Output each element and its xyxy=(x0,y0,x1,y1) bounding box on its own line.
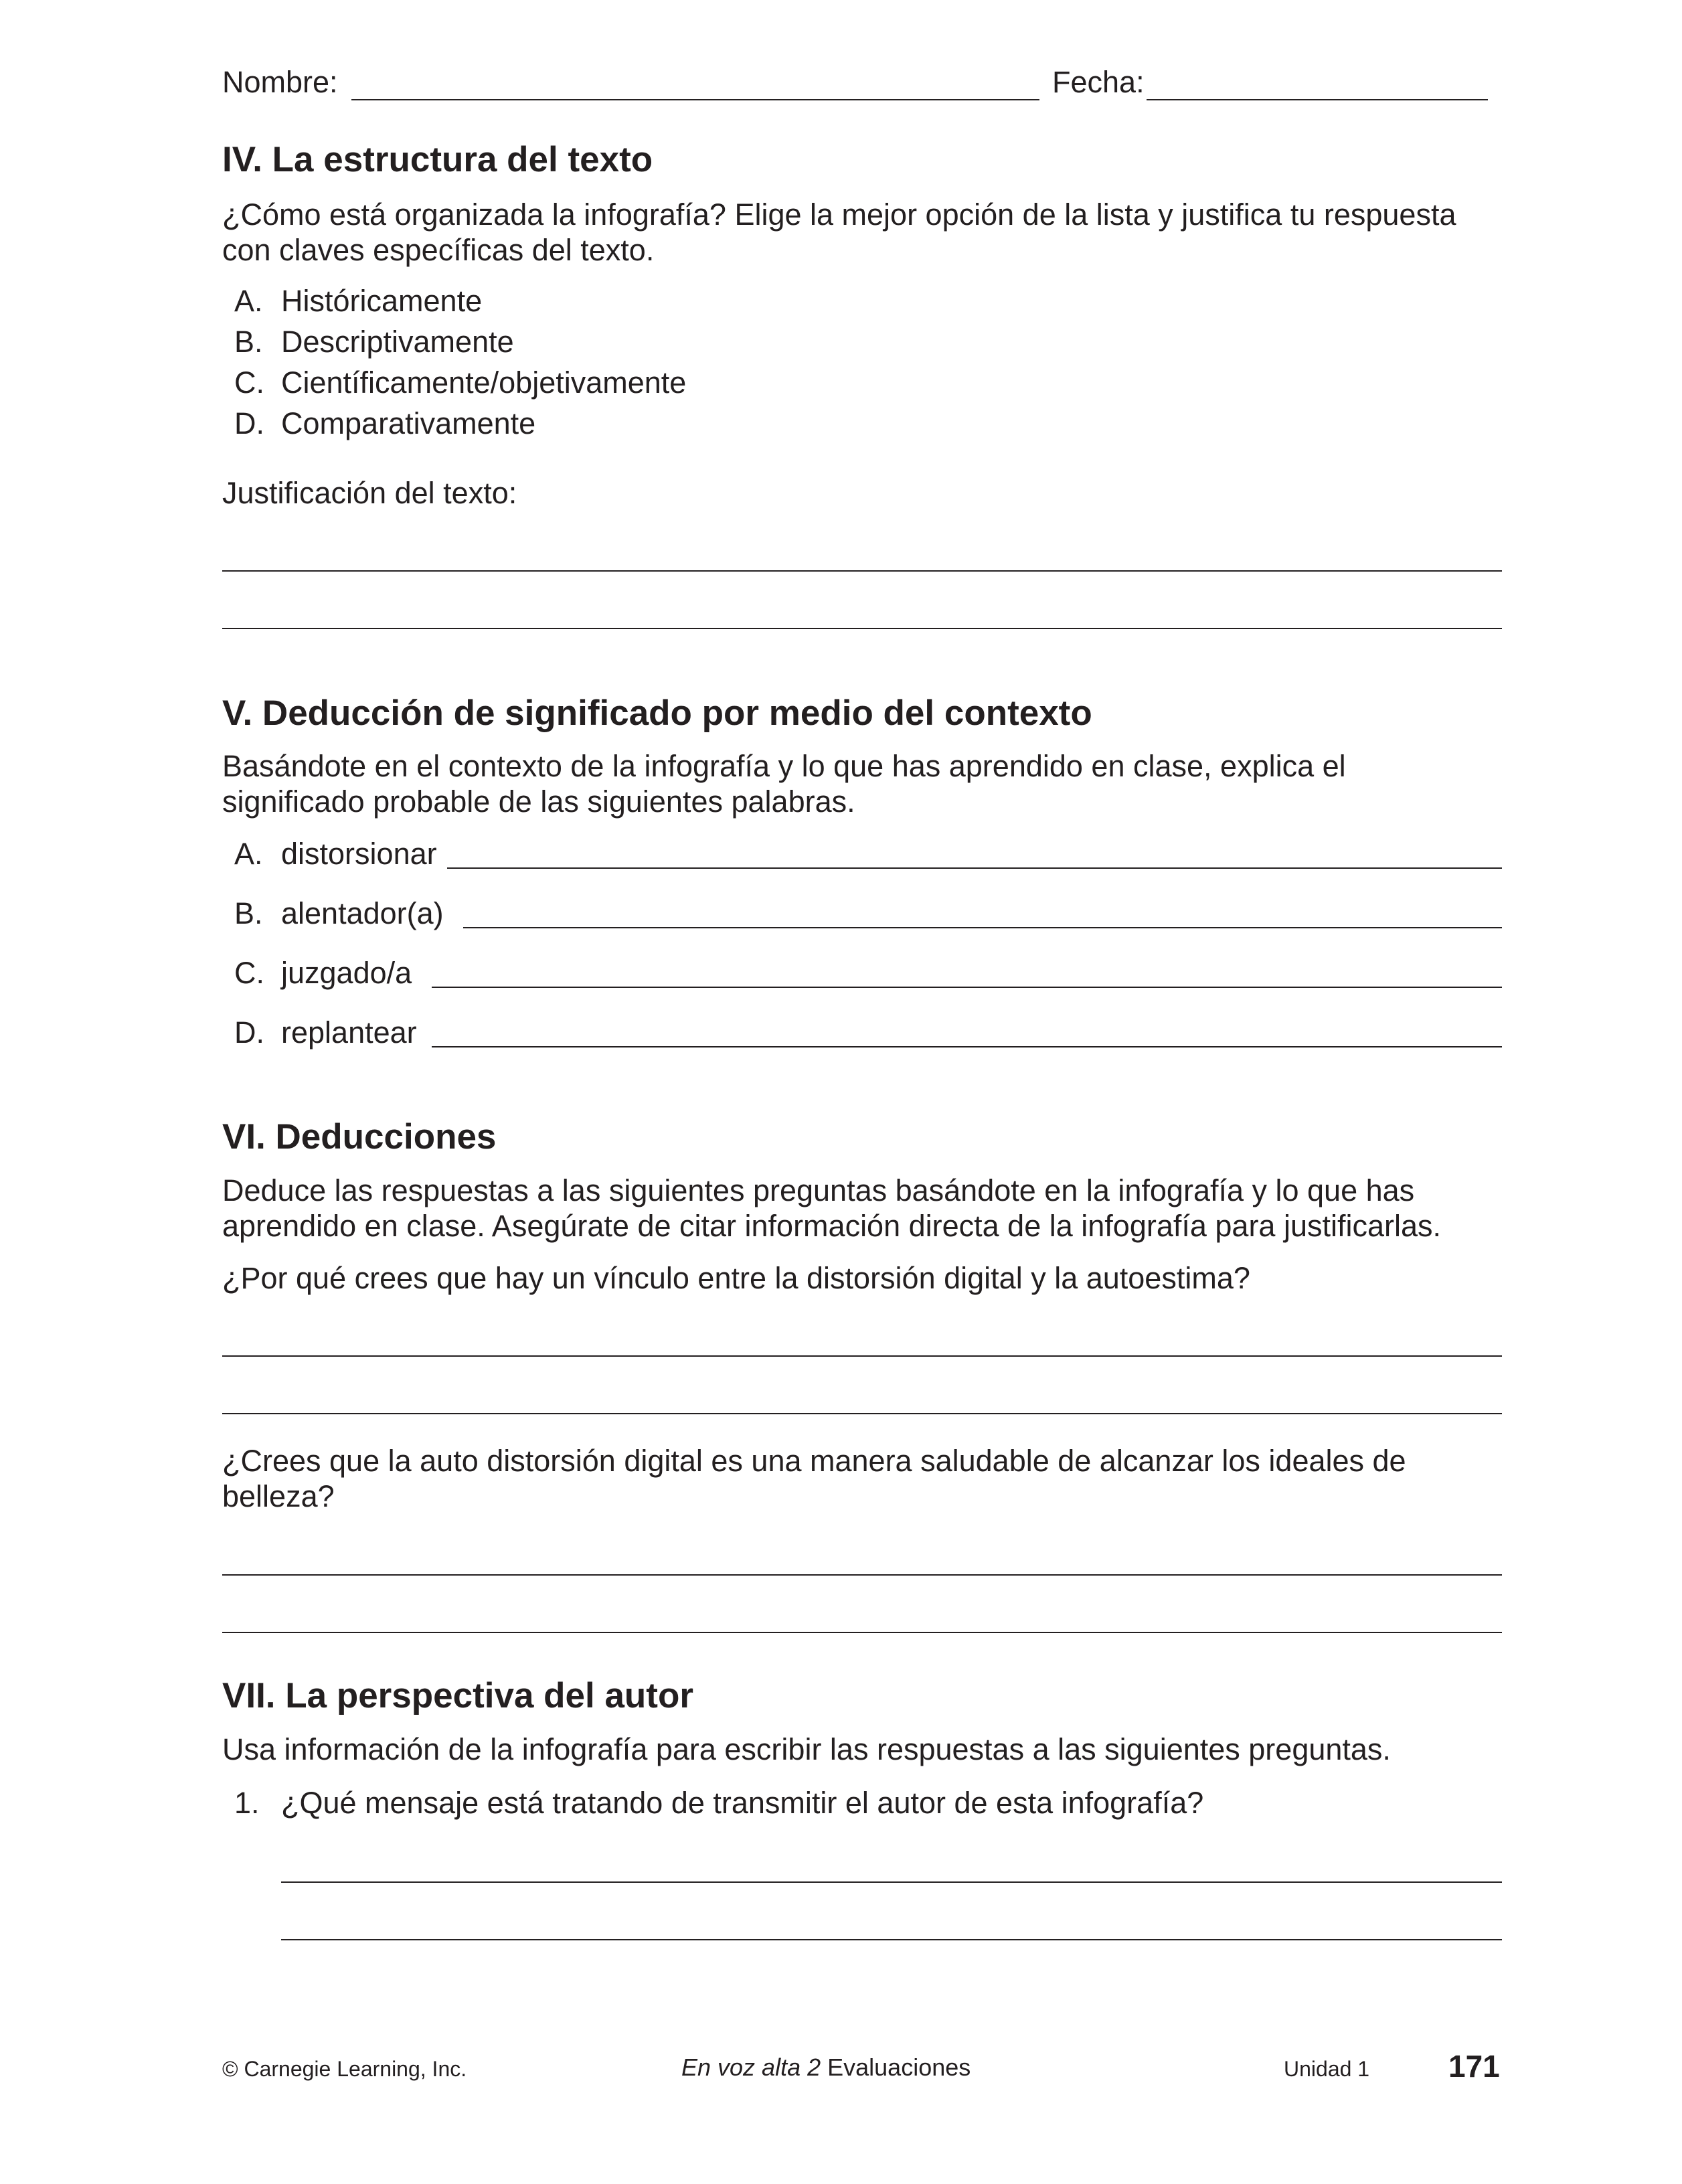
option-b-letter: B. xyxy=(234,325,263,359)
question-1-answer-line-1[interactable] xyxy=(222,1355,1502,1357)
section-6-prompt-line1: Deduce las respuestas a las siguientes preguntas basándote en la infografía y lo que has xyxy=(222,1173,1415,1207)
option-b-text: Descriptivamente xyxy=(281,325,514,359)
question-1-answer-line-2[interactable] xyxy=(222,1413,1502,1414)
date-field-line[interactable] xyxy=(1147,99,1488,100)
question-2-answer-line-2[interactable] xyxy=(222,1632,1502,1633)
section-4-prompt-line2: con claves específicas del texto. xyxy=(222,233,655,267)
footer-book-title xyxy=(681,2054,971,2081)
date-label: Fecha: xyxy=(1052,65,1145,99)
word-b-letter: B. xyxy=(234,896,263,930)
section-5-title: V. Deducción de significado por medio del contexto xyxy=(222,693,1092,733)
justification-answer-line-2[interactable] xyxy=(222,628,1502,629)
option-c-text: Científicamente/objetivamente xyxy=(281,365,687,400)
section-4-prompt-line1: ¿Cómo está organizada la infografía? Elige la mejor opción de la lista y justifica tu respuesta xyxy=(222,197,1456,232)
justification-answer-line-1[interactable] xyxy=(222,570,1502,572)
section-4-title: IV. La estructura del texto xyxy=(222,140,653,179)
footer-unit: Unidad 1 xyxy=(1284,2057,1370,2081)
justification-label: Justificación del texto: xyxy=(222,476,517,510)
section-6-prompt-line2: aprendido en clase. Asegúrate de citar información directa de la infografía para justificarlas. xyxy=(222,1209,1442,1243)
option-d-text: Comparativamente xyxy=(281,406,536,440)
footer-copyright: © Carnegie Learning, Inc. xyxy=(222,2057,467,2081)
word-d-text: replantear xyxy=(281,1015,417,1049)
section-7-title: VII. La perspectiva del autor xyxy=(222,1676,693,1715)
section-7-question-text: ¿Qué mensaje está tratando de transmitir el autor de esta infografía? xyxy=(281,1786,1204,1820)
name-label: Nombre: xyxy=(222,65,338,99)
question-2-answer-line-1[interactable] xyxy=(222,1574,1502,1576)
footer-book-title-italic: En voz alta 2 xyxy=(681,2053,821,2081)
word-c-answer-line[interactable] xyxy=(432,987,1502,988)
option-a-text: Históricamente xyxy=(281,284,483,318)
word-b-text: alentador(a) xyxy=(281,896,444,930)
option-d-letter: D. xyxy=(234,406,264,440)
word-d-answer-line[interactable] xyxy=(432,1046,1502,1047)
section-6-question-2-line1: ¿Crees que la auto distorsión digital es una manera saludable de alcanzar los ideales de xyxy=(222,1444,1406,1478)
word-a-letter: A. xyxy=(234,837,263,871)
footer-page-number: 171 xyxy=(1448,2049,1500,2084)
word-c-letter: C. xyxy=(234,956,264,990)
perspective-answer-line-2[interactable] xyxy=(281,1939,1502,1940)
word-d-letter: D. xyxy=(234,1015,264,1049)
word-a-answer-line[interactable] xyxy=(447,867,1502,869)
section-6-title: VI. Deducciones xyxy=(222,1117,497,1157)
option-c-letter: C. xyxy=(234,365,264,400)
footer-book-title-rest: Evaluaciones xyxy=(821,2053,971,2081)
section-5-prompt-line2: significado probable de las siguientes palabras. xyxy=(222,784,855,819)
section-6-question-1: ¿Por qué crees que hay un vínculo entre la distorsión digital y la autoestima? xyxy=(222,1261,1250,1295)
section-6-question-2-line2: belleza? xyxy=(222,1479,335,1513)
section-5-prompt-line1: Basándote en el contexto de la infografía y lo que has aprendido en clase, explica el xyxy=(222,749,1346,783)
section-7-question-number: 1. xyxy=(234,1786,260,1820)
word-a-text: distorsionar xyxy=(281,837,437,871)
option-a-letter: A. xyxy=(234,284,263,318)
name-field-line[interactable] xyxy=(351,99,1039,100)
word-b-answer-line[interactable] xyxy=(463,927,1502,928)
section-7-prompt: Usa información de la infografía para escribir las respuestas a las siguientes preguntas. xyxy=(222,1732,1391,1766)
perspective-answer-line-1[interactable] xyxy=(281,1881,1502,1883)
word-c-text: juzgado/a xyxy=(281,956,412,990)
